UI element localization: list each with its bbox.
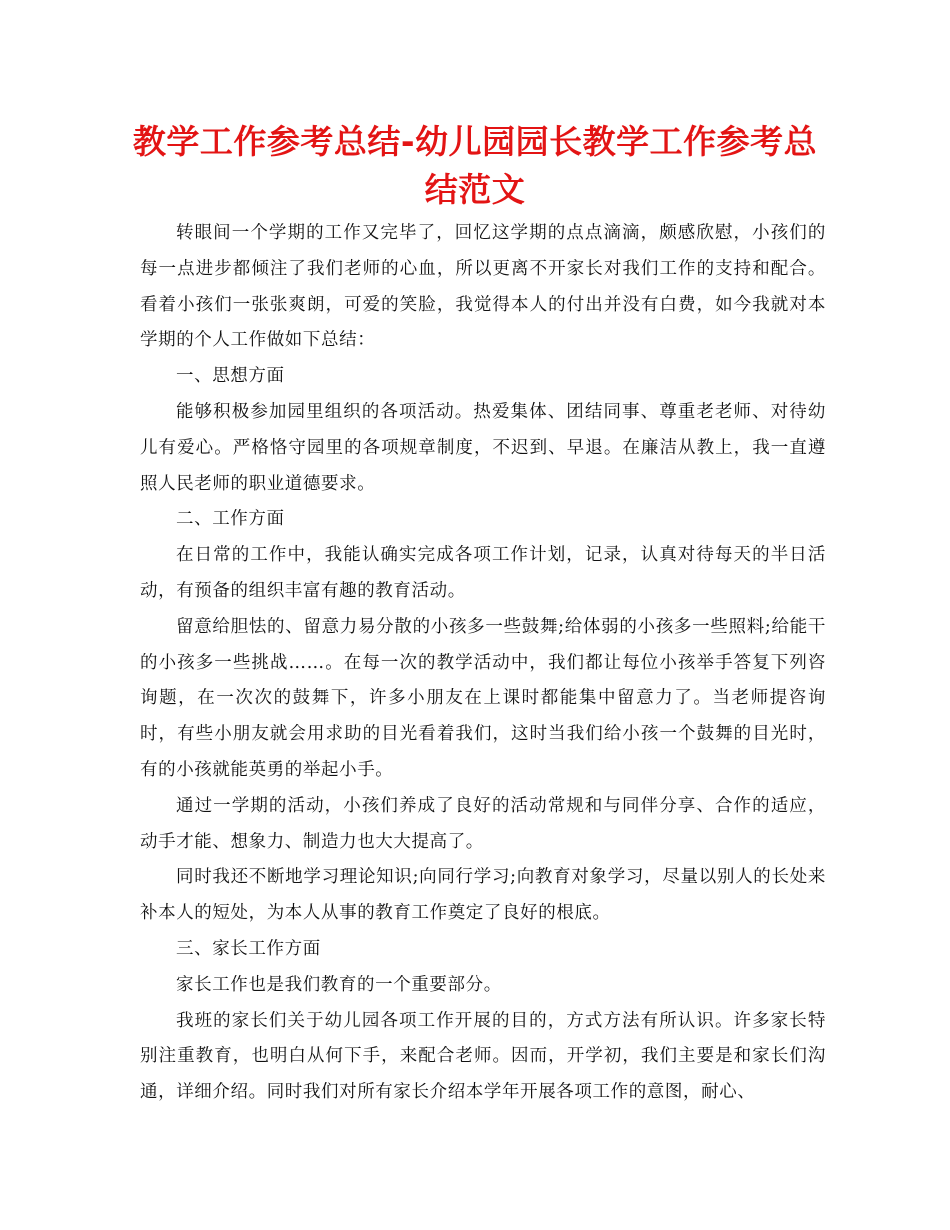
paragraph-work-results: 通过一学期的活动，小孩们养成了良好的活动常规和与同伴分享、合作的适应，动手才能、想象力、制造力也大大提高了。 <box>140 795 826 852</box>
section-heading-work: 二、工作方面 <box>176 509 285 530</box>
section-heading-parents: 三、家长工作方面 <box>176 938 321 959</box>
section-heading-thought: 一、思想方面 <box>176 366 285 387</box>
paragraph-parents-detail: 我班的家长们关于幼儿园各项工作开展的目的，方式方法有所认识。许多家长特别注重教育，也明白从何下手，来配合老师。因而，开学初，我们主要是和家长们沟通，详细介绍。同时我们对所有家长介绍本学年开展各项工作的意图，耐心、 <box>140 1010 826 1103</box>
paragraph-work-encourage: 留意给胆怯的、留意力易分散的小孩多一些鼓舞;给体弱的小孩多一些照料;给能干的小孩多一些挑战……。在每一次的教学活动中，我们都让每位小孩举手答复下列咨询题，在一次次的鼓舞下，许多小朋友在上课时都能集中留意力了。当老师提咨询时，有些小朋友就会用求助的目光看着我们，这时当我们给小孩一个鼓舞的目光时，有的小孩就能英勇的举起小手。 <box>140 616 826 780</box>
paragraph-work-daily: 在日常的工作中，我能认确实完成各项工作计划，记录，认真对待每天的半日活动，有预备的组织丰富有趣的教育活动。 <box>140 545 826 601</box>
paragraph-parents-intro: 家长工作也是我们教育的一个重要部分。 <box>176 974 502 995</box>
document-title: 教学工作参考总结-幼儿园园长教学工作参考总结范文 <box>132 122 818 209</box>
paragraph-work-study: 同时我还不断地学习理论知识;向同行学习;向教育对象学习，尽量以别人的长处来补本人的短处，为本人从事的教育工作奠定了良好的根底。 <box>140 867 826 924</box>
paragraph-thought: 能够积极参加园里组织的各项活动。热爱集体、团结同事、尊重老老师、对待幼儿有爱心。严格恪守园里的各项规章制度，不迟到、早退。在廉洁从教上，我一直遵照人民老师的职业道德要求。 <box>140 401 826 494</box>
document-body <box>140 216 826 1111</box>
paragraph-intro: 转眼间一个学期的工作又完毕了，回忆这学期的点点滴滴，颇感欣慰，小孩们的每一点进步都倾注了我们老师的心血，所以更离不开家长对我们工作的支持和配合。看着小孩们一张张爽朗，可爱的笑脸，我觉得本人的付出并没有白费，如今我就对本学期的个人工作做如下总结： <box>140 223 826 351</box>
